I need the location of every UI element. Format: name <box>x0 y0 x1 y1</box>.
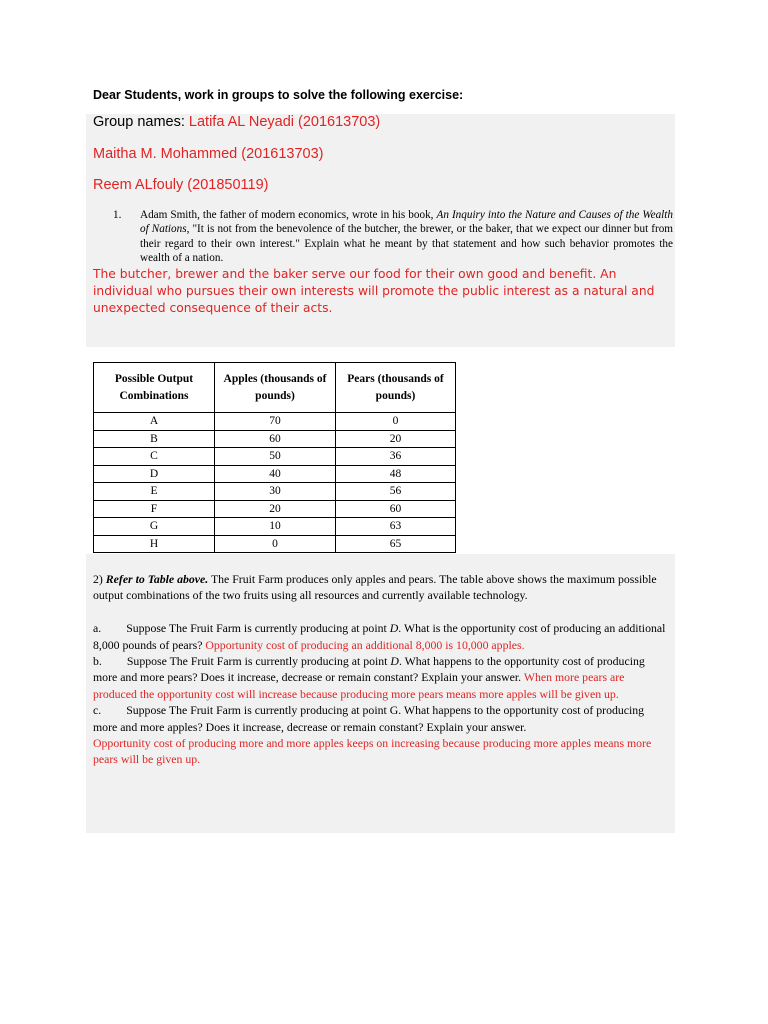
apples-cell: 10 <box>215 518 336 536</box>
apples-cell: 70 <box>215 413 336 431</box>
question-2-intro: 2) Refer to Table above. The Fruit Farm produces only apples and pears. The table above shows the maximum possible output combinations of the two fruits using all resources and currently available technology. <box>93 572 657 603</box>
table-row <box>94 430 456 448</box>
point-cell: A <box>94 413 215 431</box>
point-cell: D <box>94 465 215 483</box>
question-2-reference: Refer to Table above. <box>105 572 209 586</box>
group-names-label: Group names: <box>93 114 189 130</box>
question-1-answer: The butcher, brewer and the baker serve our food for their own good and benefit. An individual who pursues their own interests will promote the public interest as a natural and unexpected consequence of their acts. <box>93 267 655 315</box>
pears-cell: 36 <box>336 448 456 466</box>
group-member-2: Maitha M. Mohammed (201613703) <box>93 146 324 162</box>
question-1-text: Adam Smith, the father of modern economics, wrote in his book, An Inquiry into the Nature and Causes of the Wealth of Nations, "It is not from the benevolence of the butcher, the brewer, or the baker, that we expect our dinner but from their regard to their own interest." Explain what he meant by that statement and how such behavior promotes the wealth of a nation. <box>140 209 673 264</box>
table-row <box>94 535 456 553</box>
table-row <box>94 413 456 431</box>
question-2a: a. Suppose The Fruit Farm is currently producing at point D. What is the opportunity cost of producing an additional 8,000 pounds of pears? Opportunity cost of producing an additional 8,000 is 10,000 apples. <box>93 621 666 652</box>
apples-cell: 40 <box>215 465 336 483</box>
question-1-number: 1. <box>113 209 122 221</box>
pears-cell: 56 <box>336 483 456 501</box>
group-member-3: Reem ALfouly (201850119) <box>93 177 269 193</box>
point-cell: H <box>94 535 215 553</box>
apples-cell: 0 <box>215 535 336 553</box>
point-cell: F <box>94 500 215 518</box>
book-title: An Inquiry into the Nature and Causes of the Wealth of Nations <box>140 209 673 236</box>
point-cell: G <box>94 518 215 536</box>
point-cell: B <box>94 430 215 448</box>
table-row <box>94 448 456 466</box>
group-names-line <box>93 114 380 130</box>
apples-cell: 30 <box>215 483 336 501</box>
question-2b-answer: When more pears are produced the opportunity cost will increase because producing more pears means more apples will be given up. <box>93 670 625 701</box>
question-2b: b. Suppose The Fruit Farm is currently producing at point D. What happens to the opportunity cost of producing more and more pears? Does it increase, decrease or remain constant? Explain your answer. When more pears are produced the opportunity cost will increase because producing more pears means more apples will be given up. <box>93 654 645 701</box>
question-2-number: 2) <box>93 572 106 586</box>
point-cell: E <box>94 483 215 501</box>
question-2a-answer: Opportunity cost of producing an additional 8,000 is 10,000 apples. <box>205 637 525 652</box>
pears-cell: 20 <box>336 430 456 448</box>
question-2 <box>93 571 668 768</box>
table-row <box>94 500 456 518</box>
apples-cell: 50 <box>215 448 336 466</box>
point-cell: C <box>94 448 215 466</box>
table-row <box>94 518 456 536</box>
instructions-heading: Dear Students, work in groups to solve the following exercise: <box>93 88 464 102</box>
group-member-1: Latifa AL Neyadi (201613703) <box>188 114 381 130</box>
header-apples: Apples (thousands of pounds) <box>215 363 336 413</box>
table-header-row <box>94 363 456 413</box>
pears-cell: 0 <box>336 413 456 431</box>
question-2c: c. Suppose The Fruit Farm is currently producing at point G. What happens to the opportunity cost of producing more and more apples? Does it increase, decrease or remain constant? Explain your answer. <box>93 703 645 734</box>
output-combinations-table <box>93 362 456 553</box>
table-row <box>94 483 456 501</box>
pears-cell: 63 <box>336 518 456 536</box>
pears-cell: 48 <box>336 465 456 483</box>
apples-cell: 20 <box>215 500 336 518</box>
question-2c-answer: Opportunity cost of producing more and more apples keeps on increasing because producing more apples means more pears will be given up. <box>93 736 652 767</box>
pears-cell: 60 <box>336 500 456 518</box>
apples-cell: 60 <box>215 430 336 448</box>
table-row <box>94 465 456 483</box>
pears-cell: 65 <box>336 535 456 553</box>
header-combinations: Possible Output Combinations <box>94 363 215 413</box>
header-pears: Pears (thousands of pounds) <box>336 363 456 413</box>
